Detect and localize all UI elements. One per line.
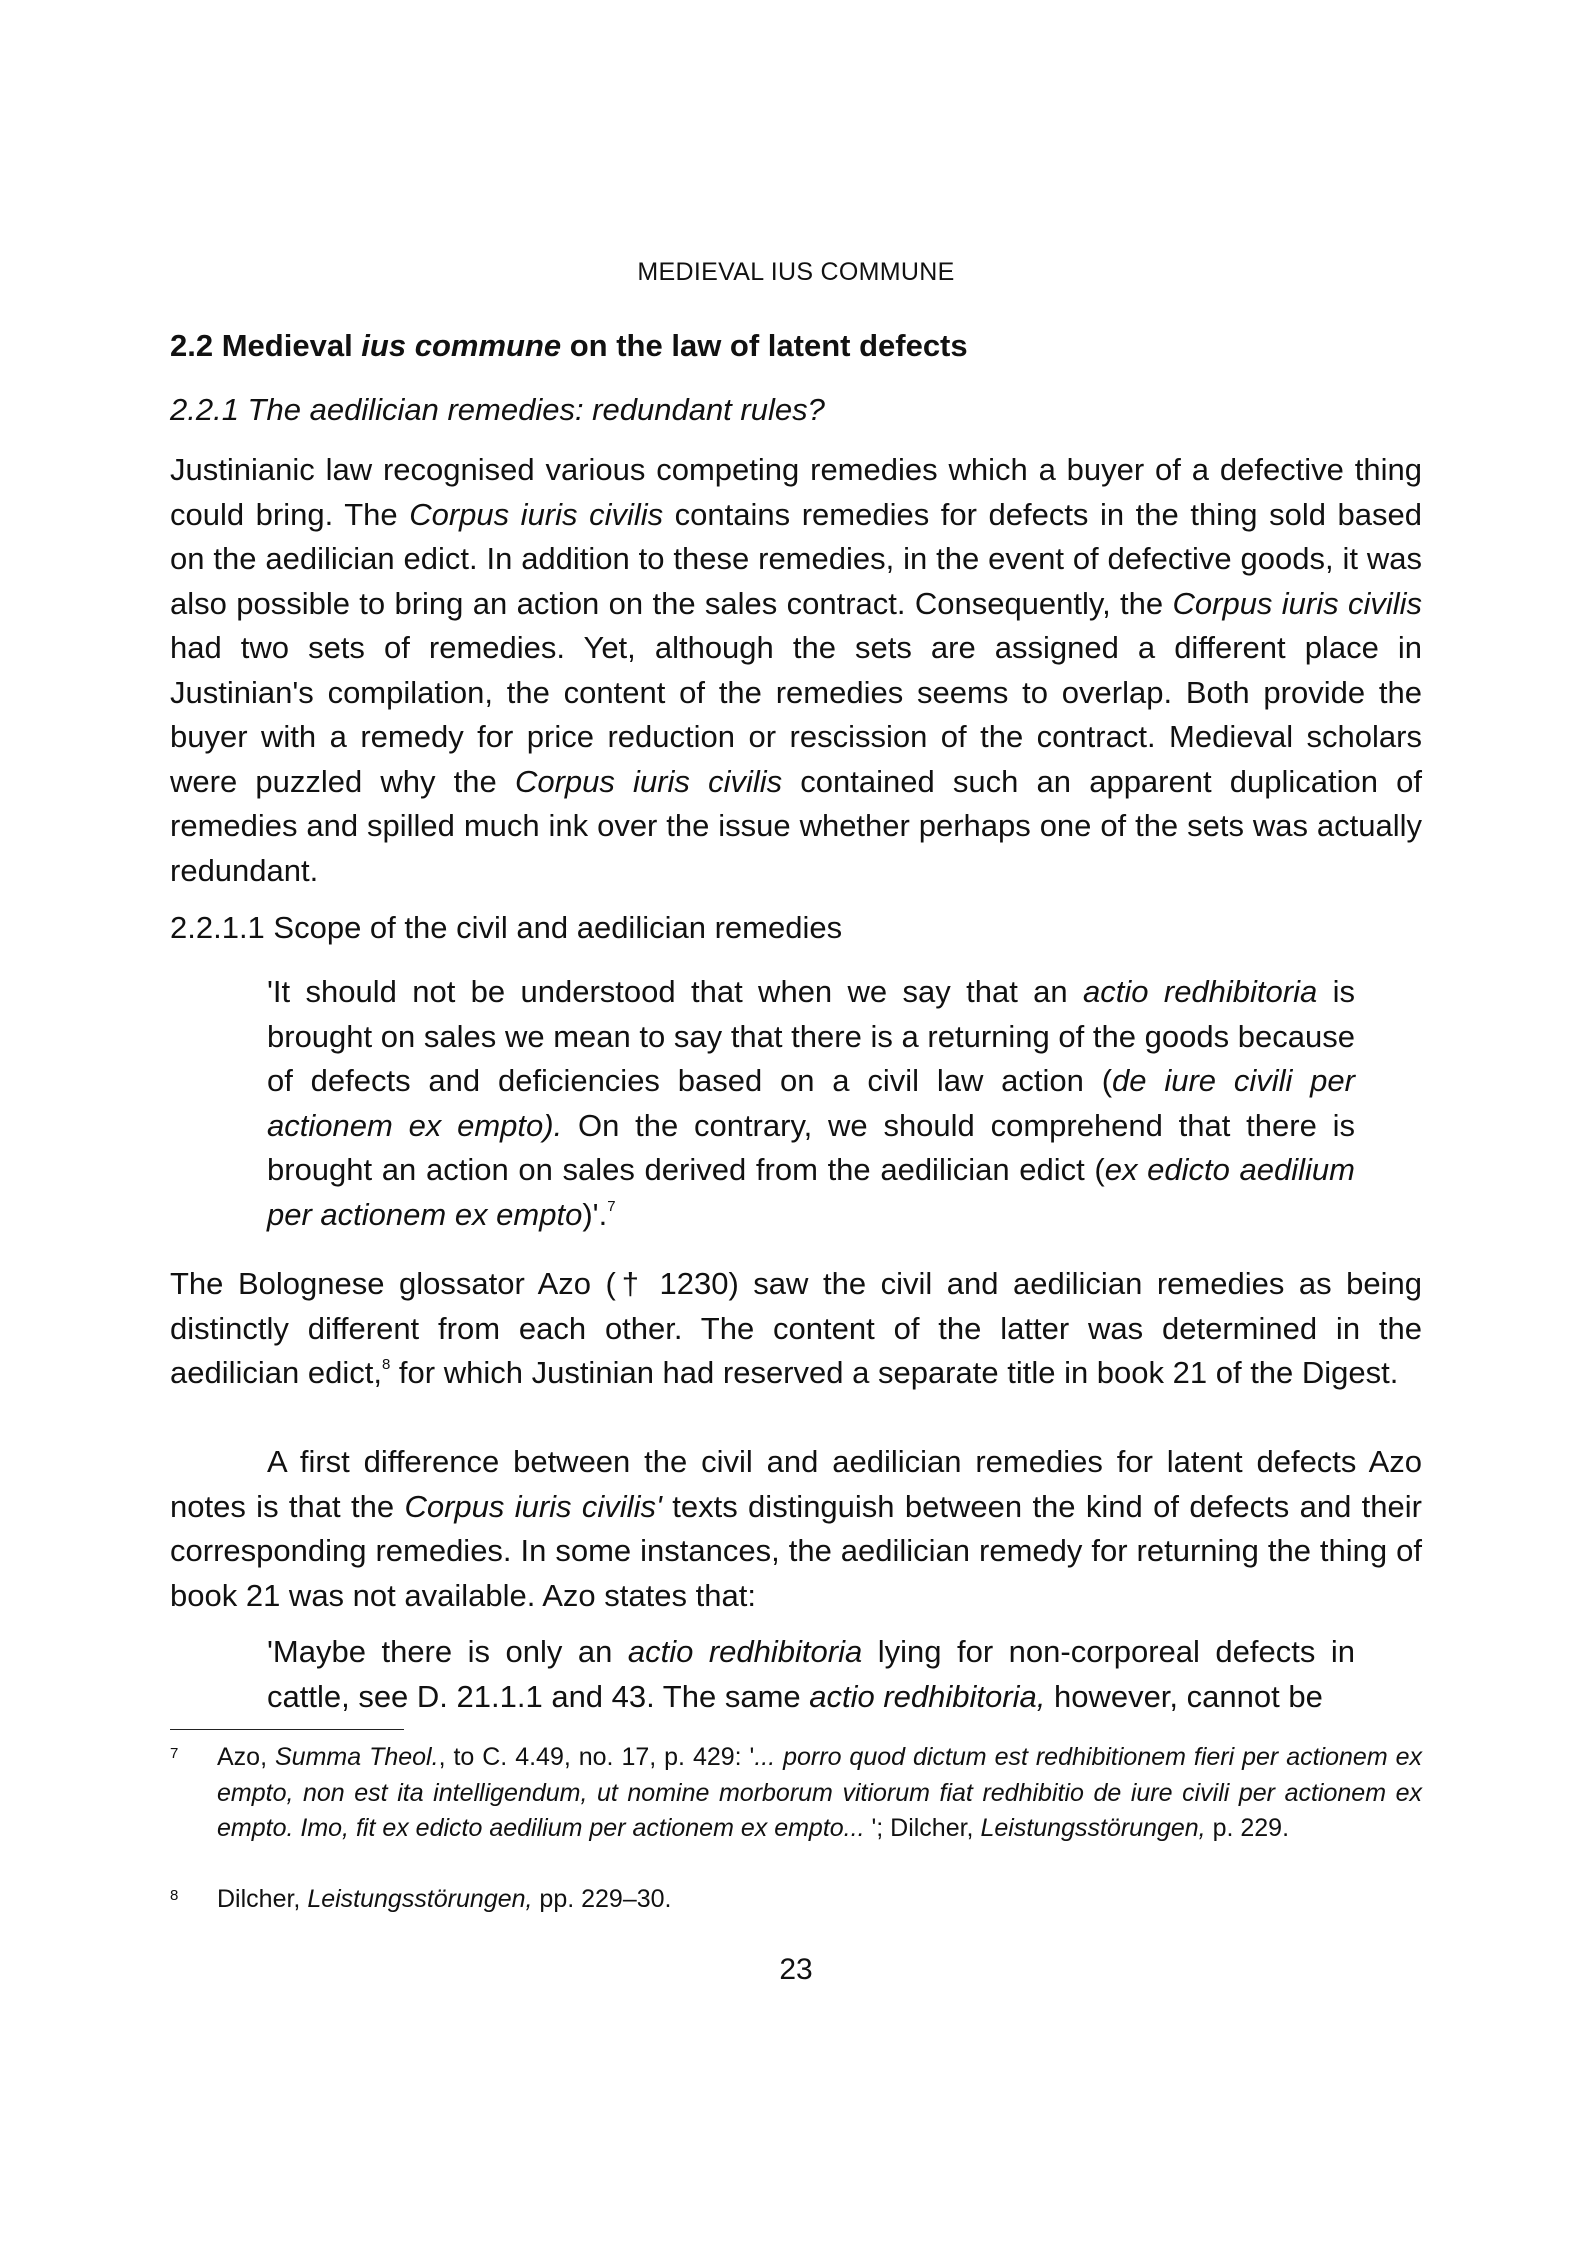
text-run: 'It should not be understood that when we say that an xyxy=(267,974,1084,1009)
footnote-8 xyxy=(170,1882,1422,1918)
footnote-number: 8 xyxy=(170,1887,179,1904)
page-number: 23 xyxy=(779,1953,813,1986)
text-run: contains remedies for defects in the thing sold based on the aedilician edict. In addition to these remedies, in the event of defective goods, it was also possible to bring an action on the sales contract. Consequently, the xyxy=(170,496,1422,621)
text-run: Azo, xyxy=(217,1743,275,1771)
section-title-pre: Medieval xyxy=(221,328,362,363)
footnote-reference[interactable]: 7 xyxy=(607,1197,616,1215)
text-run: lying for non-corporeal defects in cattle, see D. 21.1.1 and 43. The same xyxy=(267,1634,1355,1714)
text-run: however, cannot be xyxy=(1045,1678,1323,1714)
footnote-reference[interactable]: 8 xyxy=(381,1356,391,1373)
italic-run: Corpus iuris civilis' xyxy=(404,1488,662,1524)
italic-run: ex edicto aedilium per actionem ex empto xyxy=(267,1152,1355,1232)
text-run: pp. 229–30. xyxy=(532,1885,672,1913)
italic-run: Corpus iuris civilis xyxy=(409,496,664,532)
text-run: is brought on sales we mean to say that there is a returning of the goods because of defects and deficiencies based on a civil law action ( xyxy=(267,974,1355,1098)
paragraph-2 xyxy=(170,1262,1422,1396)
text-run: '; Dilcher, xyxy=(864,1814,981,1842)
footnote-7 xyxy=(170,1740,1422,1847)
section-title-post: on the law of latent defects xyxy=(561,328,968,363)
italic-run: Corpus iuris civilis xyxy=(1172,585,1423,621)
block-quote-2 xyxy=(267,1630,1355,1719)
paragraph-1 xyxy=(170,448,1422,893)
footnote-number: 7 xyxy=(170,1745,179,1762)
footnote-separator xyxy=(170,1729,404,1730)
paragraph-3 xyxy=(170,1440,1422,1618)
subsubsection-heading: 2.2.1.1 Scope of the civil and aedilician remedies xyxy=(170,910,843,945)
text-run: Justinianic law recognised various competing remedies which a buyer of a defective thing could bring. The xyxy=(170,452,1422,532)
italic-run: Summa Theol. xyxy=(274,1743,439,1771)
subsection-heading: 2.2.1 The aedilician remedies: redundant rules? xyxy=(170,392,825,427)
section-number: 2.2 xyxy=(170,328,214,363)
italic-run: ... porro quod dictum est redhibitionem fieri per actionem ex empto, non est ita intelligendum, ut nomine morborum vitiorum fiat redhibitio de iure civili per actionem ex empto. Imo, fit ex edicto aedilium per actionem ex empto... xyxy=(217,1743,1422,1842)
italic-run: Corpus iuris civilis xyxy=(514,763,783,799)
italic-run: actio redhibitoria, xyxy=(809,1678,1046,1714)
italic-run: actio redhibitoria xyxy=(1083,974,1318,1009)
text-run: contained such an apparent duplication of remedies and spilled much ink over the issue whether perhaps one of the sets was actually redundant. xyxy=(170,763,1423,888)
footnote-text xyxy=(217,1882,1422,1918)
italic-run: de iure civili per actionem ex empto). xyxy=(267,1063,1355,1143)
text-run: The Bolognese glossator Azo († 1230) saw the civil and aedilician remedies as being distinctly different from each other. The content of the latter was determined in the aedilician edict, xyxy=(170,1266,1422,1390)
text-run: , to C. 4.49, no. 17, p. 429: ' xyxy=(438,1743,755,1771)
italic-run: Leistungsstörungen, xyxy=(980,1814,1206,1842)
footnote-text xyxy=(217,1740,1422,1847)
text-run: On the contrary, we should comprehend that there is brought an action on sales derived from the aedilician edict ( xyxy=(267,1107,1355,1187)
italic-run: actio redhibitoria xyxy=(627,1634,863,1669)
text-run: )'. xyxy=(582,1196,608,1232)
text-run: 'Maybe there is only an xyxy=(267,1634,628,1669)
section-heading xyxy=(170,328,968,364)
block-quote-1 xyxy=(267,970,1355,1237)
text-run: for which Justinian had reserved a separate title in book 21 of the Digest. xyxy=(390,1355,1399,1390)
text-run: A first difference between the civil and aedilician remedies for latent defects Azo notes is that the xyxy=(170,1444,1422,1524)
document-page xyxy=(170,0,1422,2250)
running-head: MEDIEVAL IUS COMMUNE xyxy=(637,258,955,286)
section-title-italic: ius commune xyxy=(361,328,562,363)
italic-run: Leistungsstörungen, xyxy=(307,1885,533,1913)
text-run: texts distinguish between the kind of defects and their corresponding remedies. In some instances, the aedilician remedy for returning the thing of book 21 was not available. Azo states that: xyxy=(170,1488,1422,1613)
text-run: Dilcher, xyxy=(217,1885,308,1913)
text-run: had two sets of remedies. Yet, although the sets are assigned a different place in Justinian's compilation, the content of the remedies seems to overlap. Both provide the buyer with a remedy for price reduction or rescission of the contract. Medieval scholars were puzzled why the xyxy=(170,630,1422,799)
text-run: p. 229. xyxy=(1205,1814,1290,1842)
